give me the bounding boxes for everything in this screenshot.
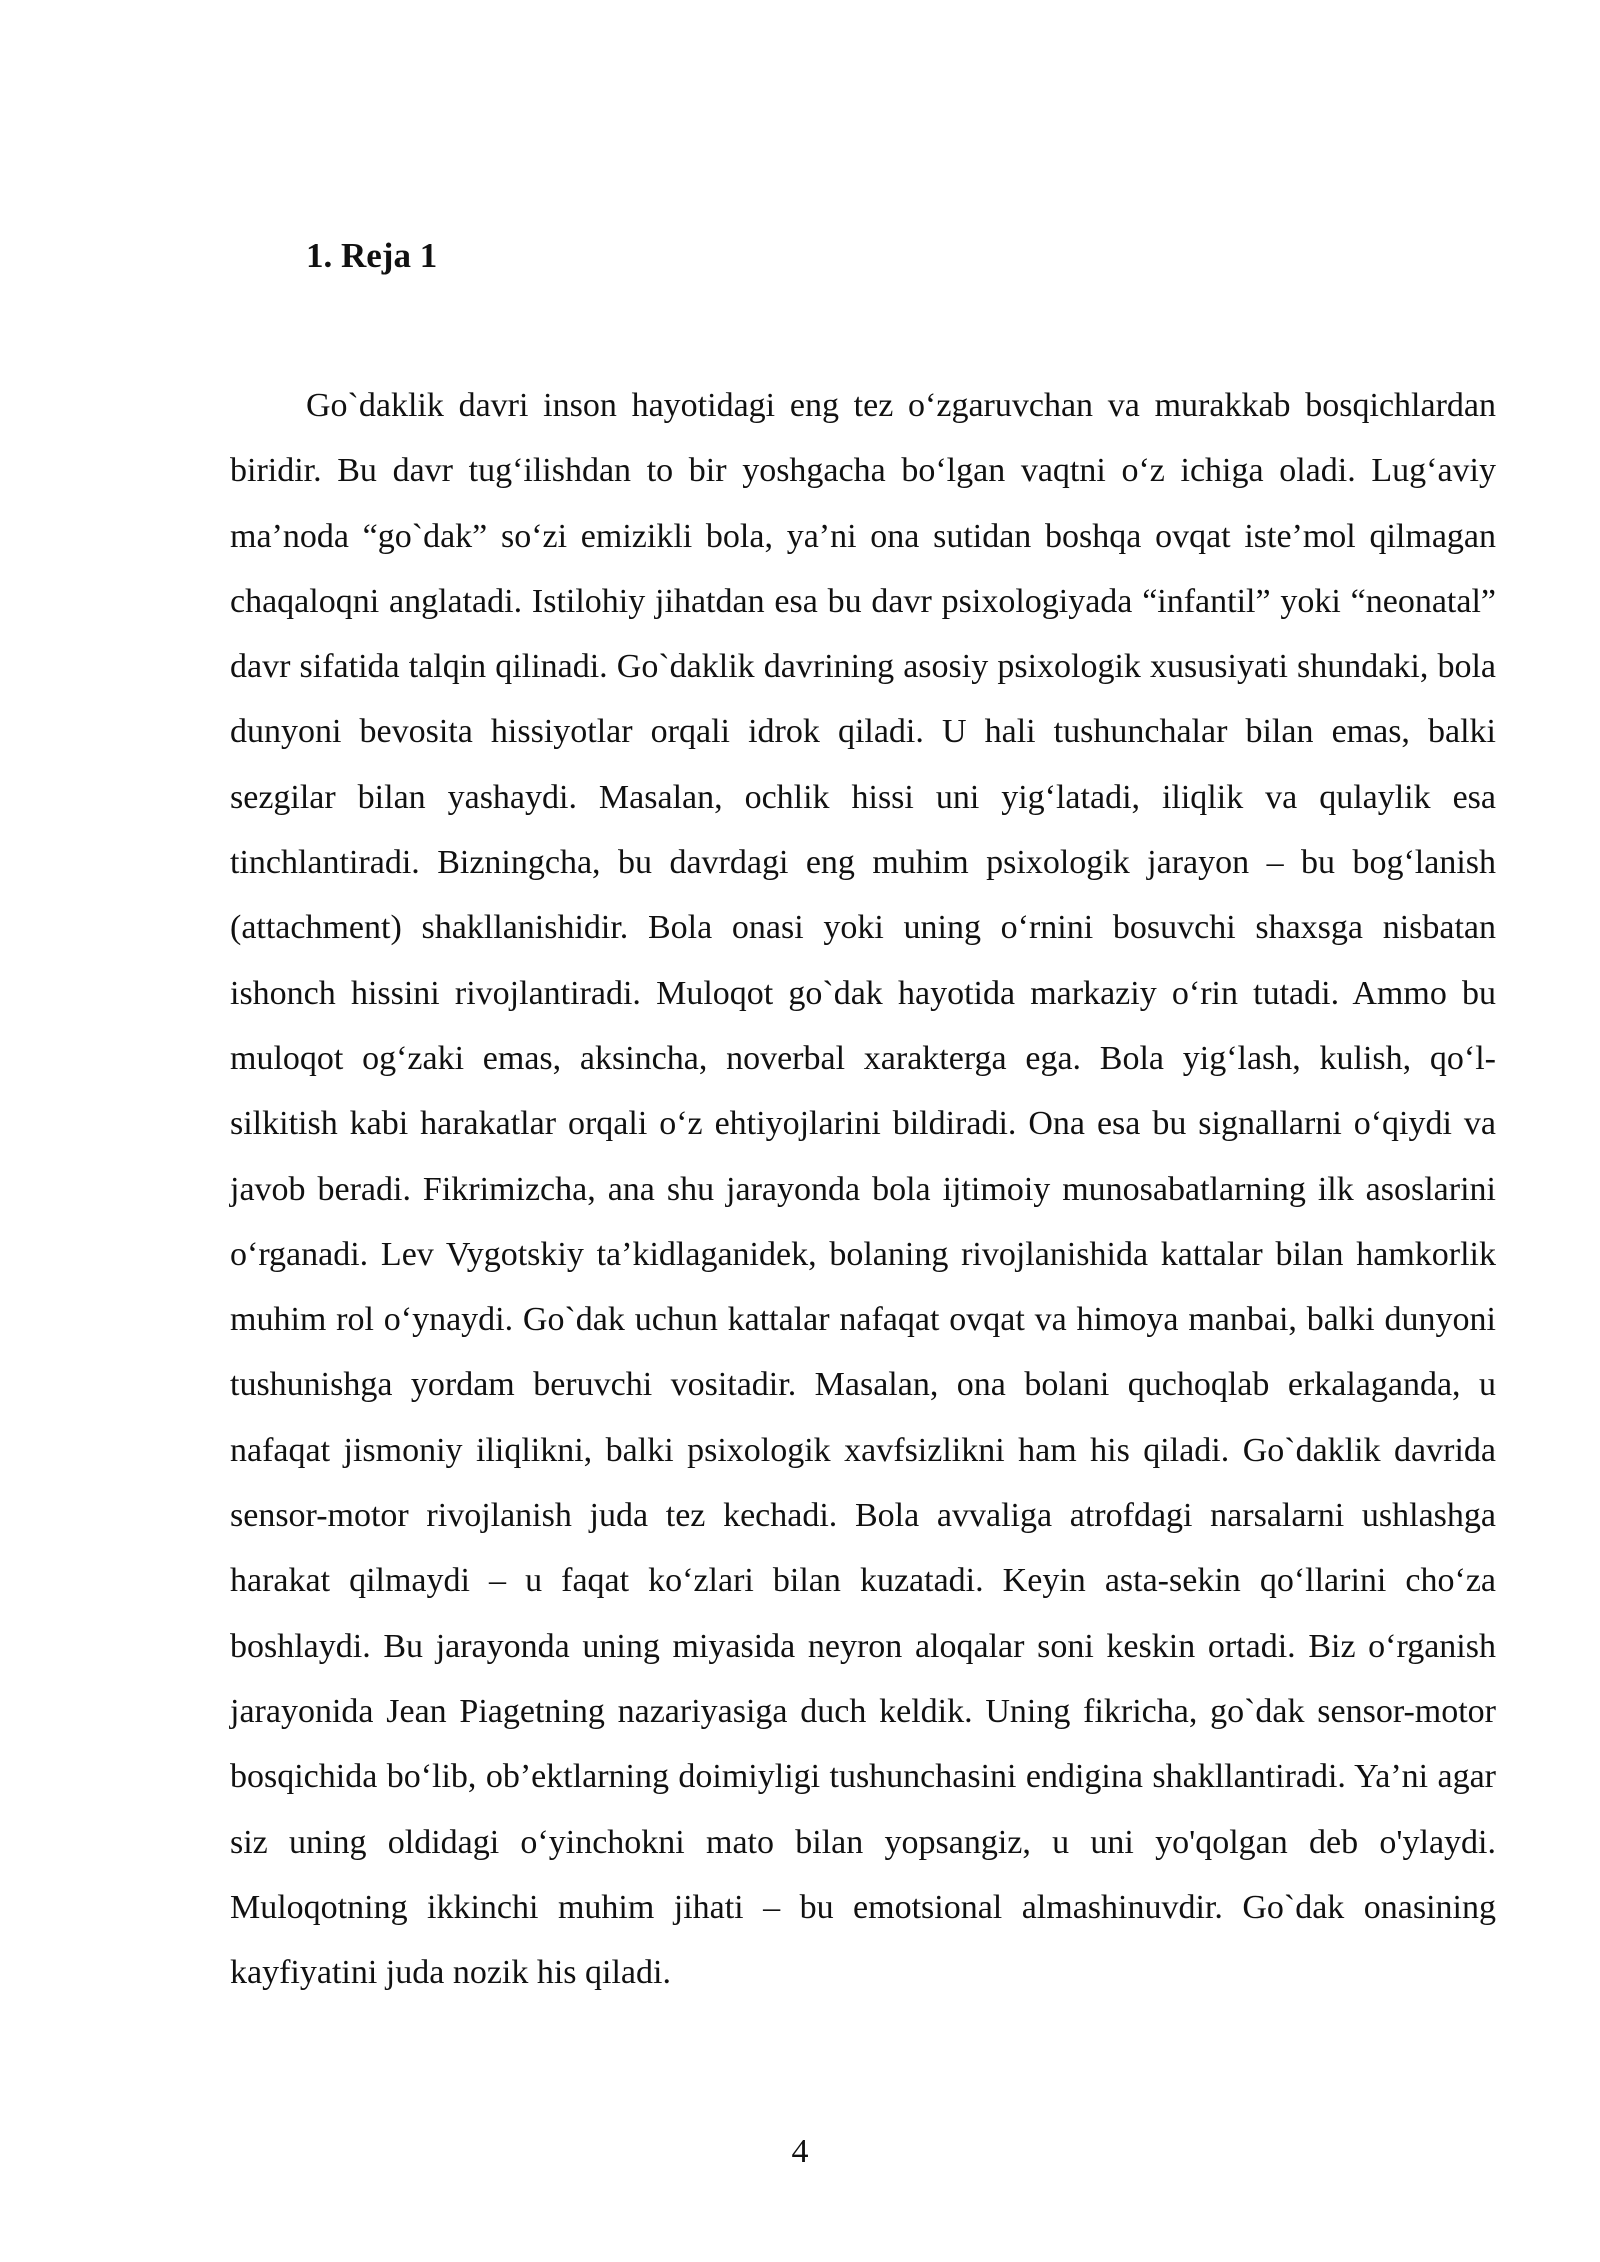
section-heading: 1. Reja 1 bbox=[306, 236, 438, 275]
body-paragraph: Go`daklik davri inson hayotidagi eng tez o‘zgaruvchan va murakkab bosqichlardan biridir. Bu davr tug‘ilishdan to bir yoshgacha bo‘lgan vaqtni o‘z ichiga oladi. Lug‘aviy ma’noda “go`dak” so‘zi emizikli bola, ya’ni ona sutidan boshqa ovqat iste’mol qilmagan chaqaloqni anglatadi. Istilohiy jihatdan esa bu davr psixologiyada “infantil” yoki “neonatal” davr sifatida talqin qilinadi. Go`daklik davrining asosiy psixologik xususiyati shundaki, bola dunyoni bevosita hissiyotlar orqali idrok qiladi. U hali tushunchalar bilan emas, balki sezgilar bilan yashaydi. Masalan, ochlik hissi uni yig‘latadi, iliqlik va qulaylik esa tinchlantiradi. Bizningcha, bu davrdagi eng muhim psixologik jarayon – bu bog‘lanish (attachment) shakllanishidir. Bola onasi yoki uning o‘rnini bosuvchi shaxsga nisbatan ishonch hissini rivojlantiradi. Muloqot go`dak hayotida markaziy o‘rin tutadi. Ammo bu muloqot og‘zaki emas, aksincha, noverbal xarakterga ega. Bola yig‘lash, kulish, qo‘l-silkitish kabi harakatlar orqali o‘z ehtiyojlarini bildiradi. Ona esa bu signallarni o‘qiydi va javob beradi. Fikrimizcha, ana shu jarayonda bola ijtimoiy munosabatlarning ilk asoslarini o‘rganadi. Lev Vygotskiy ta’kidlaganidek, bolaning rivojlanishida kattalar bilan hamkorlik muhim rol o‘ynaydi. Go`dak uchun kattalar nafaqat ovqat va himoya manbai, balki dunyoni tushunishga yordam beruvchi vositadir. Masalan, ona bolani quchoqlab erkalaganda, u nafaqat jismoniy iliqlikni, balki psixologik xavfsizlikni ham his qiladi. Go`daklik davrida sensor-motor rivojlanish juda tez kechadi. Bola avvaliga atrofdagi narsalarni ushlashga harakat qilmaydi – u faqat ko‘zlari bilan kuzatadi. Keyin asta-sekin qo‘llarini cho‘za boshlaydi. Bu jarayonda uning miyasida neyron aloqalar soni keskin ortadi. Biz o‘rganish jarayonida Jean Piagetning nazariyasiga duch keldik. Uning fikricha, go`dak sensor-motor bosqichida bo‘lib, ob’ektlarning doimiyligi tushunchasini endigina shakllantiradi. Ya’ni agar siz uning oldidagi o‘yinchokni mato bilan yopsangiz, u uni yo'qolgan deb o'ylaydi. Muloqotning ikkinchi muhim jihati – bu emotsional almashinuvdir. Go`dak onasining kayfiyatini juda nozik his qiladi. bbox=[230, 387, 1496, 1992]
page-number: 4 bbox=[791, 2133, 809, 2170]
